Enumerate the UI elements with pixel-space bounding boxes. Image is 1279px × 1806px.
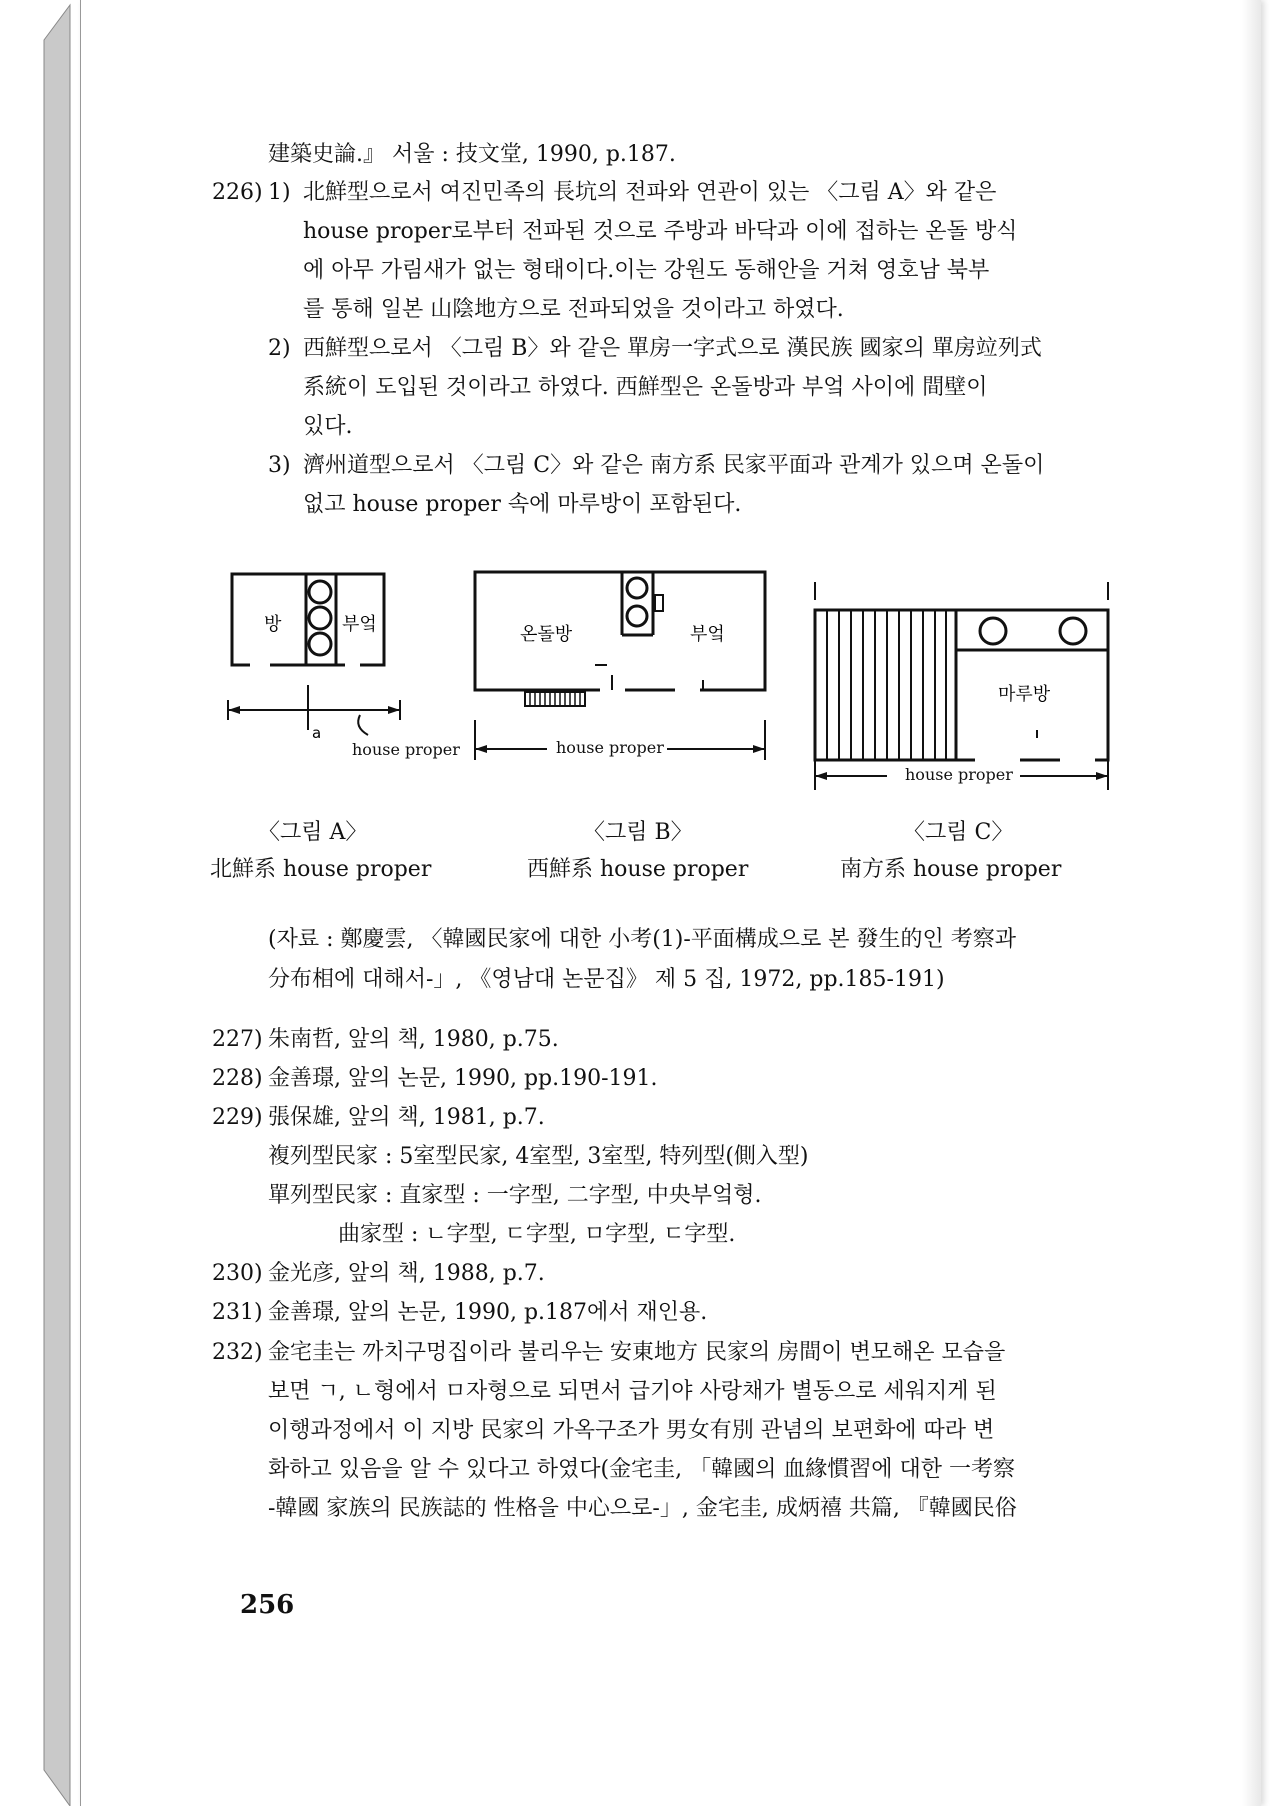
item-marker: 1) [268,180,291,205]
fig-a-dim: a [312,724,322,742]
note-number: 227) [212,1027,263,1052]
note-229-line: 曲家型 : ㄴ字型, ㄷ字型, ㅁ字型, ㄷ字型. [338,1222,736,1247]
note-229-line: 複列型民家 : 5室型民家, 4室型, 3室型, 特列型(側入型) [268,1144,809,1169]
fig-c-title: 〈그림 C〉 [903,820,1014,845]
note-line: 를 통해 일본 山陰地方으로 전파되었을 것이라고 하였다. [303,297,844,322]
fig-b-kitchen: 부엌 [690,624,725,645]
note-line: 없고 house proper 속에 마루방이 포함된다. [303,492,742,517]
note-text: 朱南哲, 앞의 책, 1980, p.75. [268,1027,559,1052]
fig-a-title: 〈그림 A〉 [258,820,368,845]
note-number: 230) [212,1261,263,1286]
note-number: 232) [212,1340,263,1365]
item-marker: 2) [268,336,291,361]
fig-c-caption: 南方系 house proper [840,857,1062,882]
note-number: 228) [212,1066,263,1091]
note-line: 北鮮型으로서 여진민족의 長坑의 전파와 연관이 있는 〈그림 A〉와 같은 [303,180,997,205]
fig-a-house-proper: house proper [352,740,460,759]
note-line: 이행과정에서 이 지방 民家의 가옥구조가 男女有別 관념의 보편화에 따라 변 [268,1418,995,1443]
note-number: 226) [212,180,263,205]
note-225-tail: 建築史論.』 서울 : 技文堂, 1990, p.187. [268,142,676,167]
note-line: 화하고 있음을 알 수 있다고 하였다(金宅圭, 「韓國의 血緣慣習에 대한 一考察 [268,1457,1016,1482]
note-number: 229) [212,1105,263,1130]
item-marker: 3) [268,453,291,478]
note-text: 金光彦, 앞의 책, 1988, p.7. [268,1261,545,1286]
note-line: 濟州道型으로서 〈그림 C〉와 같은 南方系 民家平面과 관계가 있으며 온돌이 [303,453,1045,478]
source-line: 分布相에 대해서-」, 《영남대 논문집》 제 5 집, 1972, pp.185-191) [268,967,945,992]
figure-a-plan [220,560,470,760]
note-line: 보면 ㄱ, ㄴ형에서 ㅁ자형으로 되면서 급기야 사랑채가 별동으로 세워지게 된 [268,1379,997,1404]
note-text: 金善璟, 앞의 논문, 1990, p.187에서 재인용. [268,1300,708,1325]
fig-a-kitchen: 부엌 [342,614,377,635]
note-text: 張保雄, 앞의 책, 1981, p.7. [268,1105,545,1130]
book-spine [0,0,80,1806]
page-number: 256 [240,1590,295,1620]
note-line: -韓國 家族의 民族誌的 性格을 中心으로-」, 金宅圭, 成炳禧 共篇, 『韓國民俗 [268,1496,1017,1521]
fig-b-house-proper: house proper [556,738,664,757]
source-line: (자료 : 鄭慶雲, 〈韓國民家에 대한 小考(1)-平面構成으로 본 發生的인 考察과 [268,927,1017,952]
note-line: 系統이 도입된 것이라고 하였다. 西鮮型은 온돌방과 부엌 사이에 間壁이 [303,375,988,400]
note-line: house proper로부터 전파된 것으로 주방과 바닥과 이에 접하는 온돌 방식 [303,219,1018,244]
fig-c-room: 마루방 [998,684,1051,705]
note-line: 에 아무 가림새가 없는 형태이다.이는 강원도 동해안을 거쳐 영호남 북부 [303,258,990,283]
note-line: 西鮮型으로서 〈그림 B〉와 같은 單房一字式으로 漢民族 國家의 單房竝列式 [303,336,1042,361]
note-number: 231) [212,1300,263,1325]
fig-b-room: 온돌방 [520,624,573,645]
note-text: 金善璟, 앞의 논문, 1990, pp.190-191. [268,1066,658,1091]
note-229-line: 單列型民家 : 直家型 : 一字型, 二字型, 中央부엌형. [268,1183,762,1208]
fig-a-caption: 北鮮系 house proper [210,857,432,882]
note-line: 있다. [303,414,353,439]
fig-b-title: 〈그림 B〉 [583,820,693,845]
note-line: 金宅圭는 까치구멍집이라 불리우는 安東地方 民家의 房間이 변모해온 모습을 [268,1340,1006,1365]
fig-b-caption: 西鮮系 house proper [527,857,749,882]
fig-c-house-proper: house proper [905,765,1013,784]
page-edge-shadow [1242,0,1261,1806]
fig-a-room: 방 [264,614,282,635]
